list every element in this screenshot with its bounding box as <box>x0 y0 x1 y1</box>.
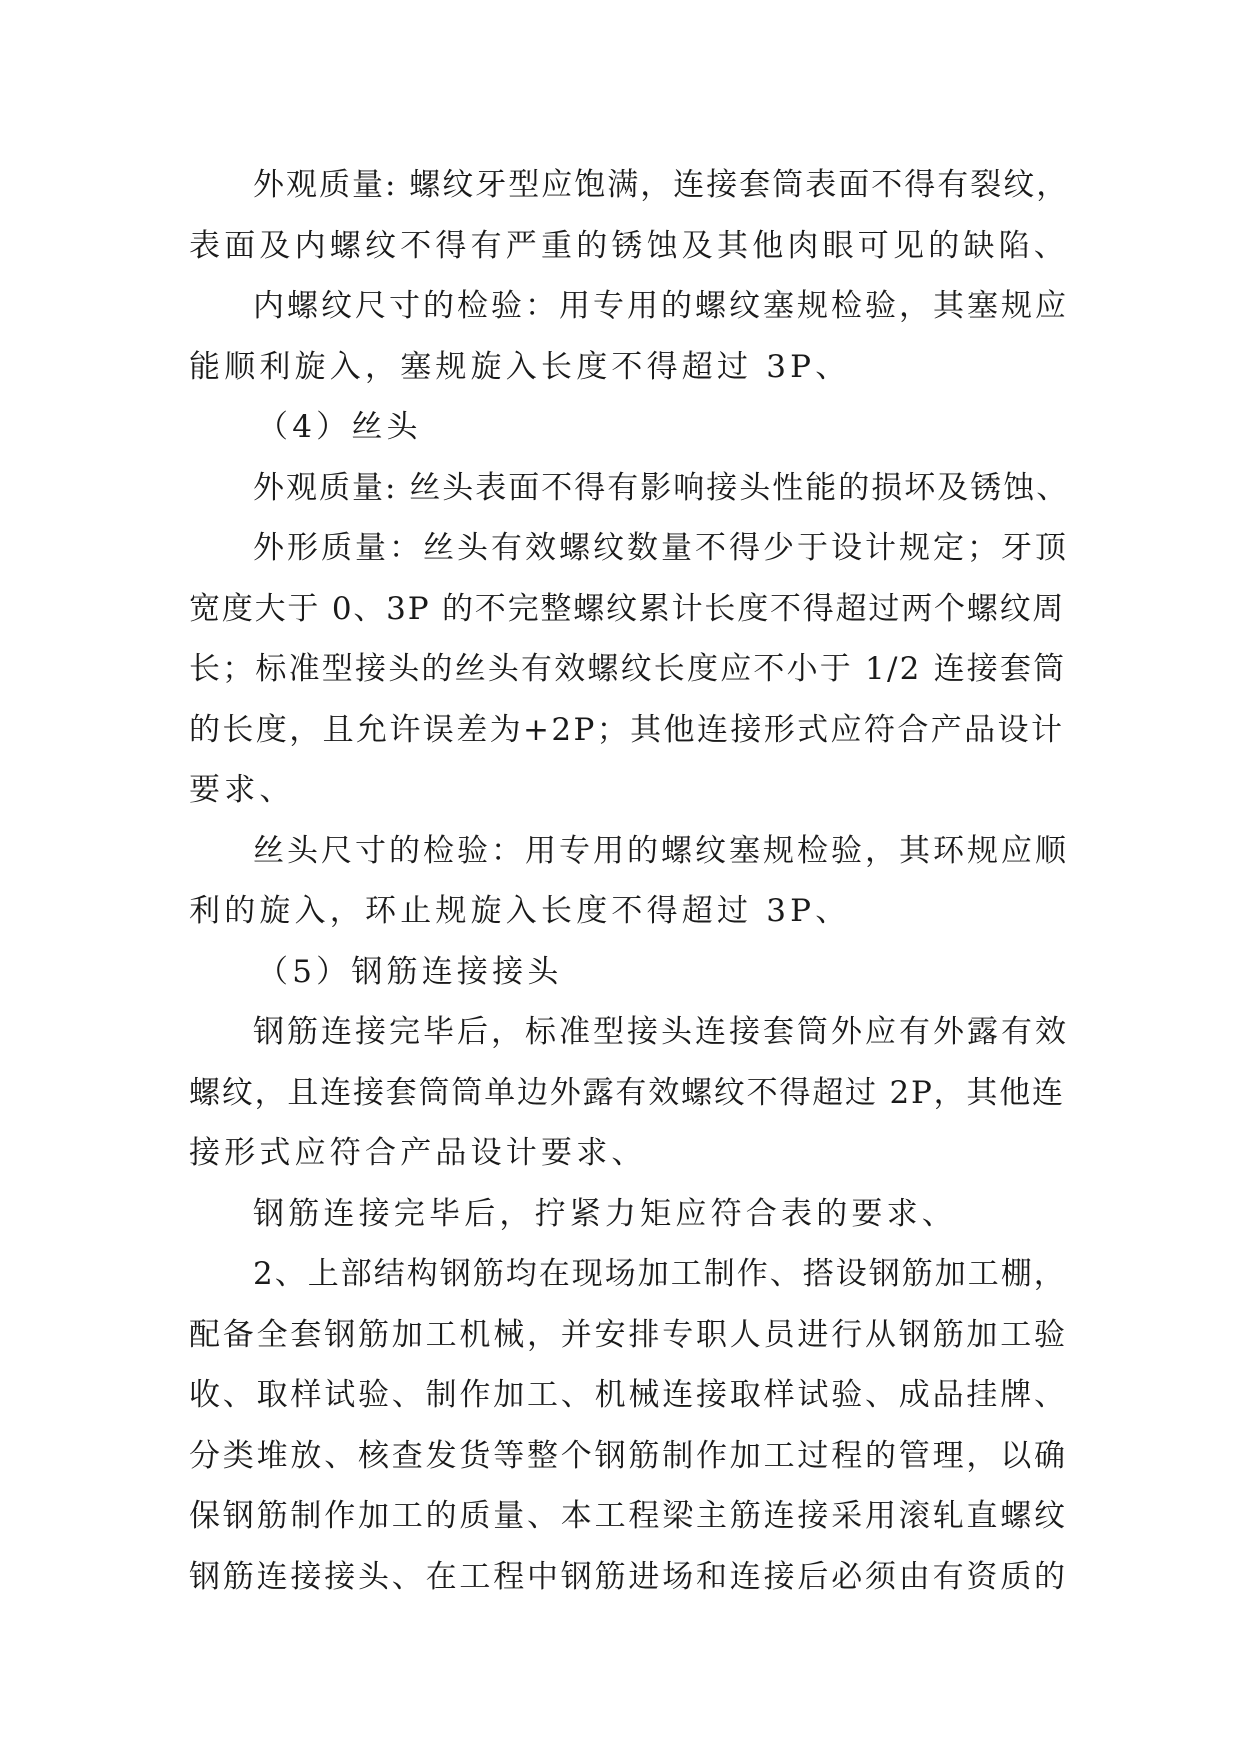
paragraph-line: 内螺纹尺寸的检验：用专用的螺纹塞规检验，其塞规应 <box>253 288 1069 324</box>
document-body <box>189 155 1070 1607</box>
section-heading: （4）丝头 <box>257 409 422 445</box>
paragraph-line: 利的旋入，环止规旋入长度不得超过 3P、 <box>189 893 851 929</box>
paragraph-line: 钢筋连接完毕后，标准型接头连接套筒外应有外露有效 <box>253 1014 1069 1050</box>
paragraph-line: 收、取样试验、制作加工、机械连接取样试验、成品挂牌、 <box>189 1377 1068 1413</box>
paragraph-line: 接形式应符合产品设计要求、 <box>189 1135 647 1171</box>
paragraph-line: 螺纹，且连接套筒筒单边外露有效螺纹不得超过 2P，其他连 <box>189 1074 1065 1111</box>
paragraph-line: 钢筋连接接头、在工程中钢筋进场和连接后必须由有资质的 <box>189 1558 1068 1595</box>
paragraph-line: 外形质量：丝头有效螺纹数量不得少于设计规定；牙顶 <box>253 530 1069 566</box>
paragraph-line: 配备全套钢筋加工机械，并安排专职人员进行从钢筋加工验 <box>189 1316 1068 1353</box>
paragraph-line: 表面及内螺纹不得有严重的锈蚀及其他肉眼可见的缺陷、 <box>189 227 1069 264</box>
paragraph-line: 外观质量: 螺纹牙型应饱满，连接套筒表面不得有裂纹， <box>253 167 1070 203</box>
paragraph-line: 保钢筋制作加工的质量、本工程梁主筋连接采用滚轧直螺纹 <box>189 1498 1068 1534</box>
section-heading: （5）钢筋连接接头 <box>257 953 563 990</box>
paragraph-line: 2、上部结构钢筋均在现场加工制作、搭设钢筋加工棚， <box>253 1256 1067 1292</box>
paragraph-line: 丝头尺寸的检验：用专用的螺纹塞规检验，其环规应顺 <box>253 832 1069 869</box>
paragraph-line: 能顺利旋入，塞规旋入长度不得超过 3P、 <box>189 348 851 385</box>
paragraph-line: 宽度大于 0、3P 的不完整螺纹累计长度不得超过两个螺纹周 <box>189 590 1066 627</box>
paragraph-line: 分类堆放、核查发货等整个钢筋制作加工过程的管理，以确 <box>189 1437 1068 1474</box>
paragraph-line: 钢筋连接完毕后，拧紧力矩应符合表的要求、 <box>253 1195 957 1232</box>
paragraph-line: 外观质量: 丝头表面不得有影响接头性能的损坏及锈蚀、 <box>253 469 1070 506</box>
paragraph-line: 长；标准型接头的丝头有效螺纹长度应不小于 1/2 连接套筒 <box>189 651 1067 687</box>
paragraph-line: 的长度，且允许误差为+2P；其他连接形式应符合产品设计 <box>189 711 1065 748</box>
paragraph-line: 要求、 <box>189 772 295 808</box>
